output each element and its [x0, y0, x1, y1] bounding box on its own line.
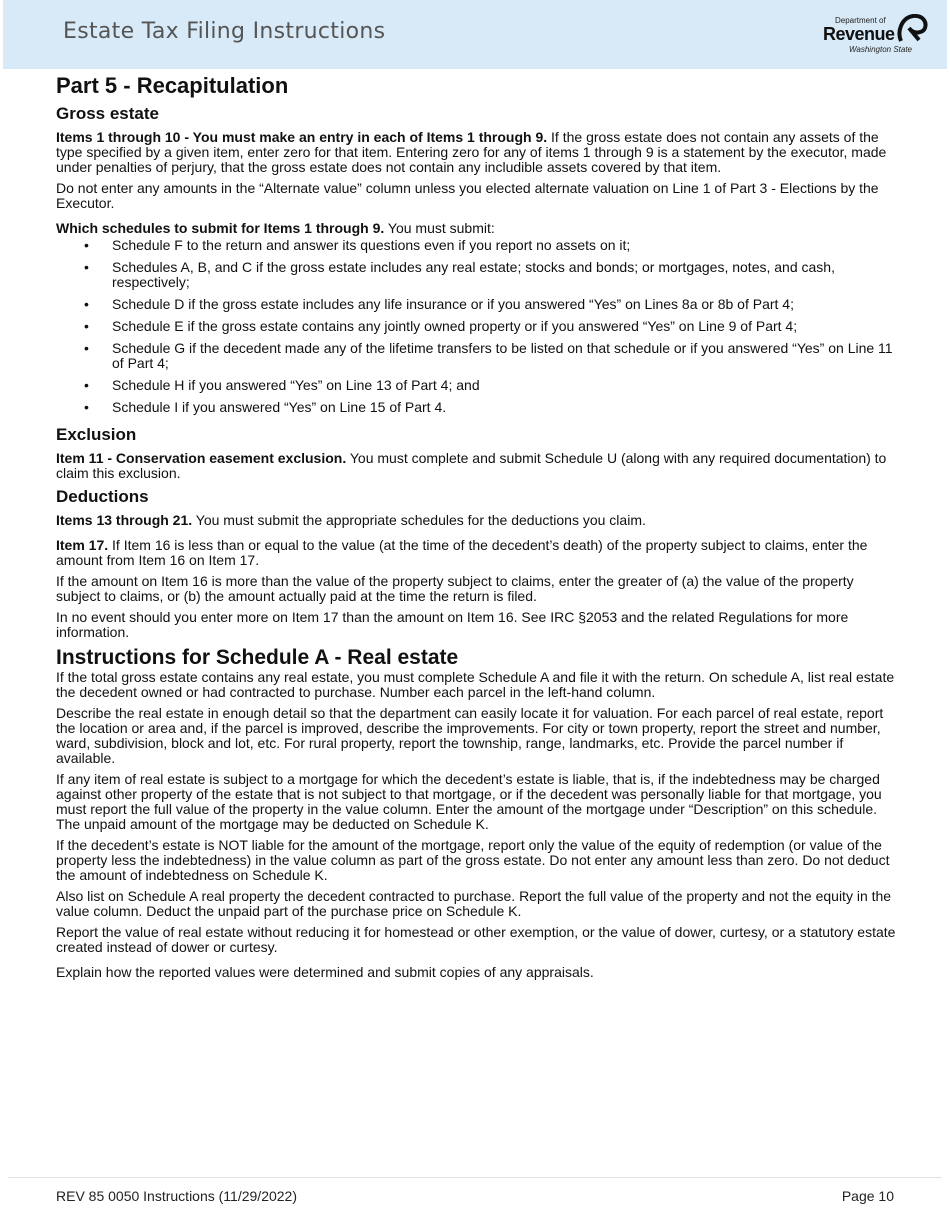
- list-item: • Schedule G if the decedent made any of the lifetime transfers to be listed on that schedule or if you answered “Yes” on Line 11 of Part 4;: [84, 340, 893, 371]
- schedule-a-p1: If the total gross estate contains any real estate, you must complete Schedule A and file it with the return. On schedule A, list real estate the decedent owned or had contracted to purchase. Number each parcel in the left-hand column.: [56, 669, 895, 700]
- deductions-p2-text: If Item 16 is less than or equal to the value (at the time of the decedent’s death) of the property subject to claims, enter the amount from Item 16 on Item 17.: [56, 537, 868, 568]
- exclusion-p1: [56, 451, 896, 481]
- schedule-a-p4: If the decedent’s estate is NOT liable for the amount of the mortgage, report only the value of the equity of redemption (or value of the property less the indebtedness) in the value column as part of the gross estate. Do not enter any amount less than zero. Do not deduct the amount of indebtedness on Schedule K.: [56, 837, 890, 883]
- logo-state-text: Washington State: [849, 45, 913, 54]
- list-item: • Schedule F to the return and answer its questions even if you report no assets on it;: [84, 237, 631, 253]
- schedules-list: [56, 238, 896, 415]
- gross-estate-p3: [56, 221, 896, 236]
- deductions-p2: [56, 538, 896, 568]
- deductions-p1-lead: Items 13 through 21.: [56, 512, 193, 528]
- list-item: • Schedule D if the gross estate includes any life insurance or if you answered “Yes” on Lines 8a or 8b of Part 4;: [84, 296, 794, 312]
- page-header: [3, 0, 947, 69]
- deductions-heading: Deductions: [56, 487, 149, 506]
- schedule-a-title: Instructions for Schedule A - Real estate: [56, 646, 459, 669]
- schedule-a-p5: Also list on Schedule A real property the decedent contracted to purchase. Report the full value of the property and not the equity in the value column. Deduct the unpaid part of the purchase price on Schedule K.: [56, 888, 892, 919]
- exclusion-p1-lead: Item 11 - Conservation easement exclusion.: [56, 450, 347, 466]
- header-title: Estate Tax Filing Instructions: [63, 19, 386, 44]
- logo-swoosh-icon: [895, 14, 929, 44]
- gross-estate-p3-text: You must submit:: [384, 220, 495, 236]
- main-content: [56, 72, 896, 986]
- list-item: • Schedule E if the gross estate contains any jointly owned property or if you answered “Yes” on Line 9 of Part 4;: [84, 318, 798, 334]
- dor-logo: [821, 14, 931, 58]
- deductions-p3: If the amount on Item 16 is more than the value of the property subject to claims, enter the greater of (a) the value of the property subject to claims, or (b) the amount actually paid at the time the return is filed.: [56, 573, 854, 604]
- schedule-a-p2: Describe the real estate in enough detail so that the department can easily locate it for valuation. For each parcel of real estate, report the location or area and, if the parcel is improved, describe the improvements. For city or town property, report the street and number, ward, subdivision, block and lot, etc. For rural property, report the township, range, landmarks, etc. Provide the parcel number if available.: [56, 705, 884, 766]
- gross-estate-p3-lead: Which schedules to submit for Items 1 through 9.: [56, 220, 385, 236]
- logo-dept-text: Department of: [835, 16, 886, 25]
- deductions-p1: [56, 513, 896, 528]
- gross-estate-heading: Gross estate: [56, 104, 159, 123]
- gross-estate-p2: Do not enter any amounts in the “Alternate value” column unless you elected alternate valuation on Line 1 of Part 3 - Elections by the Executor.: [56, 180, 879, 211]
- list-item: • Schedule I if you answered “Yes” on Line 15 of Part 4.: [84, 399, 447, 415]
- gross-estate-p1: [56, 130, 896, 175]
- schedule-a-p3: If any item of real estate is subject to a mortgage for which the decedent’s estate is liable, that is, if the indebtedness may be charged against other property of the estate that is not subject to that mortgage, or if the decedent was personally liable for that mortgage, you must report the full value of the property in the value column. Enter the amount of the mortgage under “Description” on this schedule. The unpaid amount of the mortgage may be deducted on Schedule K.: [56, 771, 882, 832]
- footer-page-number: Page 10: [841, 1188, 894, 1204]
- gross-estate-p1-text: If the gross estate does not contain any assets of the type specified by a given item, enter zero for that item. Entering zero for any of items 1 through 9 is a statement by the executor, made under penalties of perjury, that the gross estate does not contain any includible assets covered by that item.: [56, 129, 887, 175]
- gross-estate-p1-lead: Items 1 through 10 - You must make an entry in each of Items 1 through 9.: [56, 129, 548, 145]
- list-item: • Schedule H if you answered “Yes” on Line 13 of Part 4; and: [84, 377, 480, 393]
- part5-title: Part 5 - Recapitulation: [56, 73, 289, 98]
- exclusion-p1-text: You must complete and submit Schedule U (along with any required documentation) to claim this exclusion.: [56, 450, 887, 481]
- schedule-a-p7: Explain how the reported values were determined and submit copies of any appraisals.: [56, 964, 594, 980]
- logo-revenue-text: Revenue: [823, 24, 895, 44]
- footer-form-id: REV 85 0050 Instructions (11/29/2022): [56, 1188, 298, 1204]
- schedule-a-p6: Report the value of real estate without reducing it for homestead or other exemption, or the value of dower, curtesy, or a statutory estate created instead of dower or curtesy.: [56, 924, 896, 955]
- deductions-p2-lead: Item 17.: [56, 537, 109, 553]
- deductions-p4: In no event should you enter more on Item 17 than the amount on Item 16. See IRC §2053 and the related Regulations for more information.: [56, 609, 849, 640]
- list-item: • Schedules A, B, and C if the gross estate includes any real estate; stocks and bonds; or mortgages, notes, and cash, respectively;: [84, 259, 835, 290]
- deductions-p1-text: You must submit the appropriate schedules for the deductions you claim.: [192, 512, 646, 528]
- exclusion-heading: Exclusion: [56, 425, 137, 444]
- footer-divider: [8, 1177, 942, 1178]
